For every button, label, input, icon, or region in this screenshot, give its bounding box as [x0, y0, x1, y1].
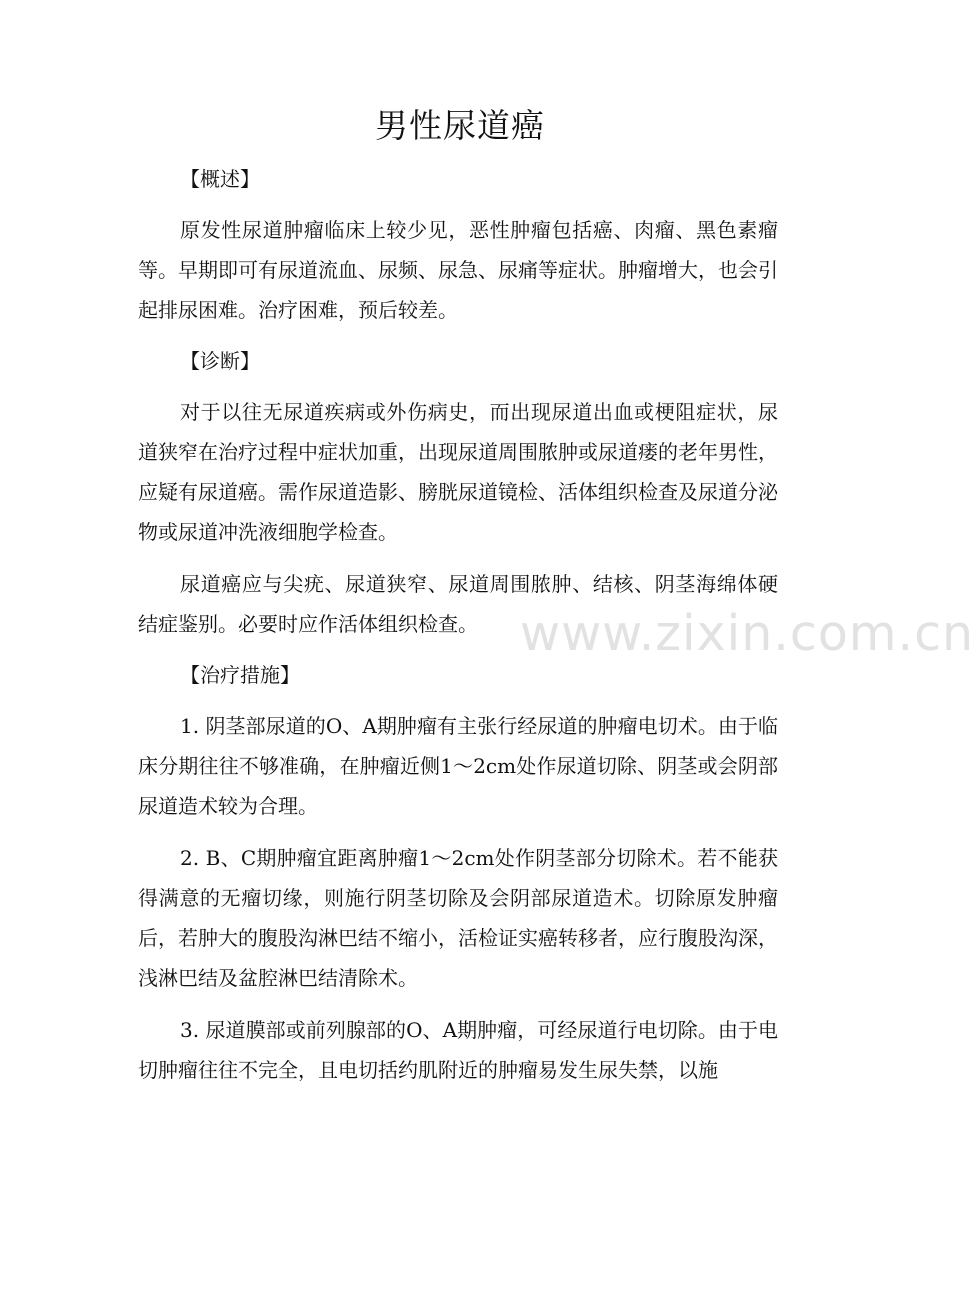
paragraph-treatment-1: 1. 阴茎部尿道的O、A期肿瘤有主张行经尿道的肿瘤电切术。由于临床分期往往不够准确，在肿瘤近侧1～2cm处作尿道切除、阴茎或会阴部尿道造术较为合理。: [138, 714, 778, 818]
section-heading-overview: 【概述】: [180, 167, 260, 191]
paragraph-diagnosis-2: 尿道癌应与尖疣、尿道狭窄、尿道周围脓肿、结核、阴茎海绵体硬结症鉴别。必要时应作活体组织检查。: [138, 572, 778, 636]
paragraph-diagnosis-1: 对于以往无尿道疾病或外伤病史，而出现尿道出血或梗阻症状，尿道狭窄在治疗过程中症状加重，出现尿道周围脓肿或尿道瘘的老年男性，应疑有尿道癌。需作尿道造影、膀胱尿道镜检、活体组织检查及尿道分泌物或尿道冲洗液细胞学检查。: [138, 400, 778, 544]
page-title: 男性尿道癌: [375, 106, 545, 145]
paragraph-overview: 原发性尿道肿瘤临床上较少见，恶性肿瘤包括癌、肉瘤、黑色素瘤等。早期即可有尿道流血、尿频、尿急、尿痛等症状。肿瘤增大，也会引起排尿困难。治疗困难，预后较差。: [138, 218, 778, 322]
document-body: [138, 160, 974, 1102]
watermark: www.zixin.com.cn: [520, 605, 974, 662]
paragraph-treatment-3: 3. 尿道膜部或前列腺部的O、A期肿瘤，可经尿道行电切除。由于电切肿瘤往往不完全，且电切括约肌附近的肿瘤易发生尿失禁，以施: [138, 1018, 778, 1082]
paragraph-treatment-2: 2. B、C期肿瘤宜距离肿瘤1～2cm处作阴茎部分切除术。若不能获得满意的无瘤切缘，则施行阴茎切除及会阴部尿道造术。切除原发肿瘤后，若肿大的腹股沟淋巴结不缩小，活检证实癌转移者，应行腹股沟深，浅淋巴结及盆腔淋巴结清除术。: [138, 846, 778, 990]
section-heading-diagnosis: 【诊断】: [180, 349, 260, 373]
section-heading-treatment: 【治疗措施】: [180, 663, 300, 687]
